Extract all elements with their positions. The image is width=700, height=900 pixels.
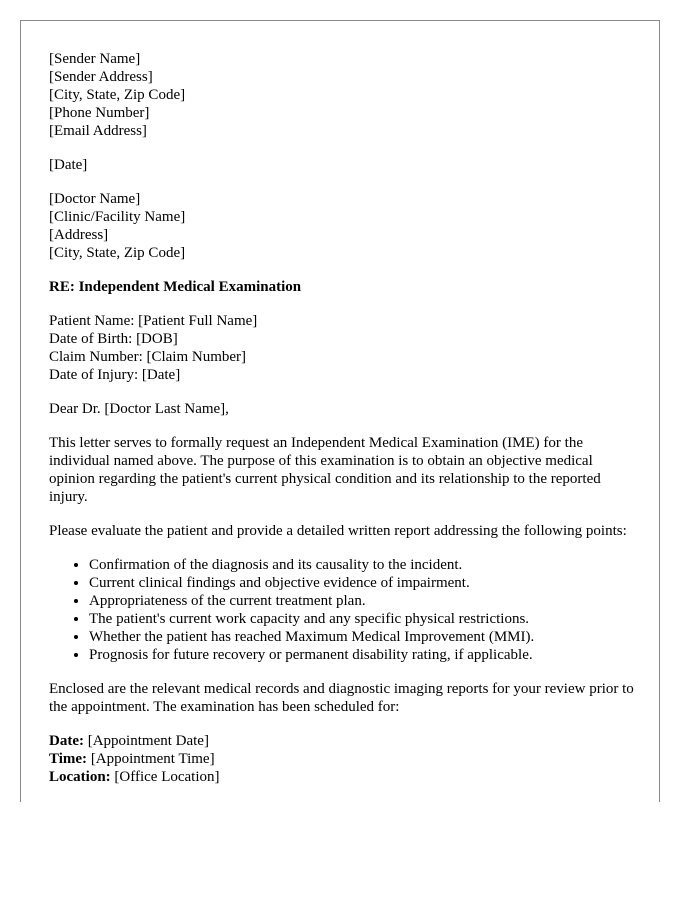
appointment-time-line bbox=[49, 750, 639, 768]
appointment-date-line bbox=[49, 732, 639, 750]
list-item: • Current clinical findings and objective evidence of impairment. bbox=[89, 574, 639, 592]
appointment-time-value: [Appointment Time] bbox=[87, 751, 215, 767]
letter-content bbox=[49, 50, 639, 802]
subject-line: RE: Independent Medical Examination bbox=[49, 279, 302, 295]
intro-paragraph: This letter serves to formally request an Independent Medical Examination (IME) for the individual named above. The purpose of this examination is to obtain an objective medical opinion regarding the patient's current physical condition and its relationship to the reported injury. bbox=[49, 435, 601, 505]
sender-phone: [Phone Number] bbox=[49, 105, 150, 121]
appointment-date-value: [Appointment Date] bbox=[83, 733, 209, 749]
salutation: Dear Dr. [Doctor Last Name], bbox=[49, 401, 229, 417]
recipient-address: [Address] bbox=[49, 227, 109, 243]
appointment-location-value: [Office Location] bbox=[110, 769, 220, 785]
patient-info-block bbox=[49, 312, 639, 384]
recipient-facility: [Clinic/Facility Name] bbox=[49, 209, 186, 225]
list-item: • Confirmation of the diagnosis and its causality to the incident. bbox=[89, 556, 639, 574]
recipient-city-state-zip: [City, State, Zip Code] bbox=[49, 245, 186, 261]
list-item: • Whether the patient has reached Maximum Medical Improvement (MMI). bbox=[89, 628, 639, 646]
date-of-injury-line: Date of Injury: [Date] bbox=[49, 367, 181, 383]
recipient-block bbox=[49, 190, 639, 262]
appointment-time-label: Time: bbox=[49, 751, 88, 767]
sender-name: [Sender Name] bbox=[49, 51, 141, 67]
appointment-date-label: Date: bbox=[49, 733, 84, 749]
patient-name-line: Patient Name: [Patient Full Name] bbox=[49, 313, 258, 329]
appointment-location-line bbox=[49, 768, 639, 786]
claim-number-line: Claim Number: [Claim Number] bbox=[49, 349, 247, 365]
list-item: • Prognosis for future recovery or permanent disability rating, if applicable. bbox=[89, 646, 639, 664]
patient-dob-line: Date of Birth: [DOB] bbox=[49, 331, 178, 347]
enclosed-paragraph: Enclosed are the relevant medical records and diagnostic imaging reports for your review prior to the appointment. The examination has been scheduled for: bbox=[49, 681, 634, 715]
sender-email: [Email Address] bbox=[49, 123, 147, 139]
recipient-doctor-name: [Doctor Name] bbox=[49, 191, 141, 207]
sender-block bbox=[49, 50, 639, 140]
appointment-block bbox=[49, 732, 639, 786]
list-item: • Appropriateness of the current treatment plan. bbox=[89, 592, 639, 610]
letter-page bbox=[20, 20, 660, 802]
request-paragraph: Please evaluate the patient and provide a detailed written report addressing the following points: bbox=[49, 523, 627, 539]
sender-address: [Sender Address] bbox=[49, 69, 153, 85]
evaluation-points-list bbox=[49, 556, 639, 664]
appointment-location-label: Location: bbox=[49, 769, 111, 785]
sender-city-state-zip: [City, State, Zip Code] bbox=[49, 87, 186, 103]
list-item: • The patient's current work capacity and any specific physical restrictions. bbox=[89, 610, 639, 628]
letter-date: [Date] bbox=[49, 157, 88, 173]
